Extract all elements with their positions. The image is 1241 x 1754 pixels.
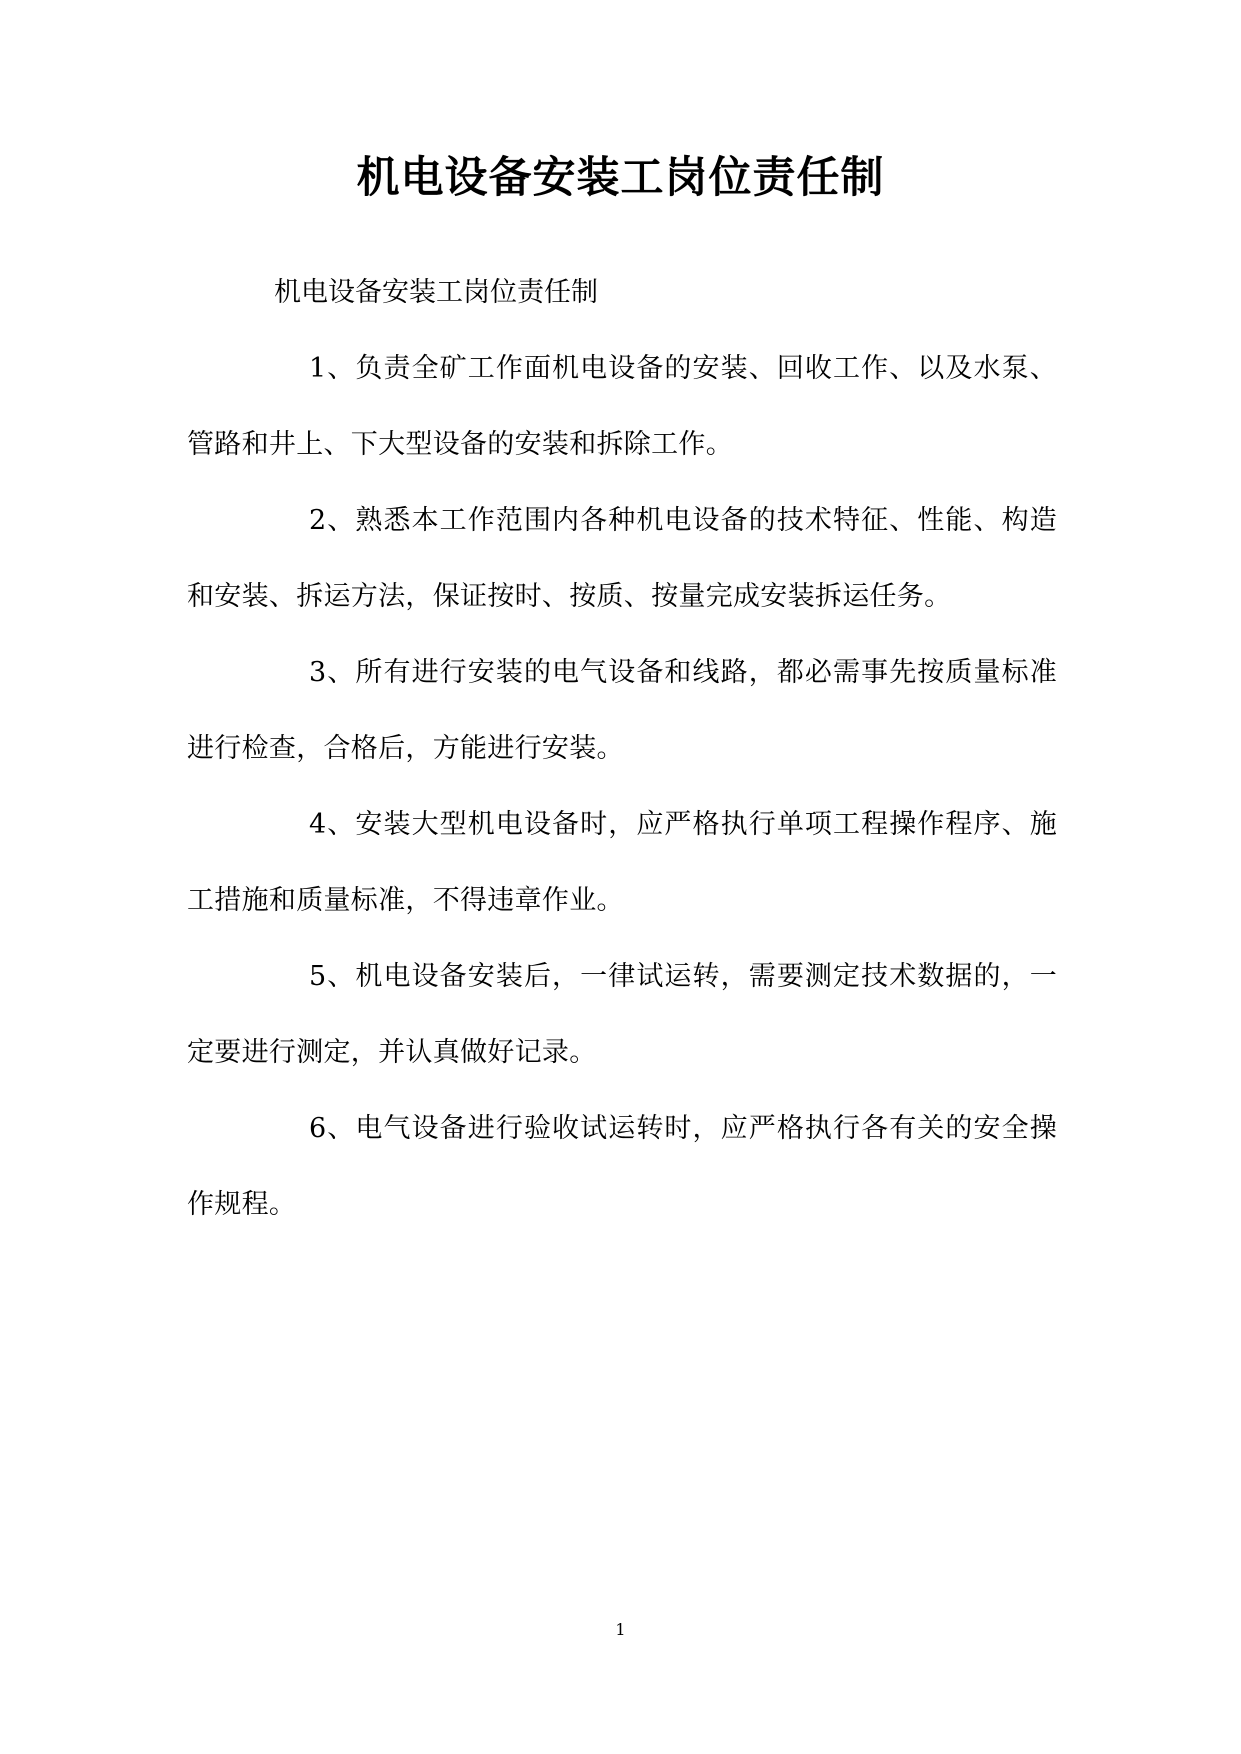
- paragraph-6: 6、电气设备进行验收试运转时，应严格执行各有关的安全操作规程。: [187, 1113, 1057, 1220]
- document-title: 机电设备安装工岗位责任制: [356, 153, 885, 203]
- document-body: [187, 255, 1057, 1243]
- paragraph-1: 1、负责全矿工作面机电设备的安装、回收工作、以及水泵、管路和井上、下大型设备的安装和拆除工作。: [187, 353, 1057, 460]
- page-number: 1: [615, 1620, 626, 1639]
- paragraph-3: 3、所有进行安装的电气设备和线路，都必需事先按质量标准进行检查，合格后，方能进行安装。: [187, 657, 1057, 764]
- paragraph-5: 5、机电设备安装后，一律试运转，需要测定技术数据的，一定要进行测定，并认真做好记录。: [187, 961, 1057, 1068]
- document-subtitle: 机电设备安装工岗位责任制: [274, 277, 598, 308]
- paragraph-2: 2、熟悉本工作范围内各种机电设备的技术特征、性能、构造和安装、拆运方法，保证按时、按质、按量完成安装拆运任务。: [187, 505, 1057, 612]
- paragraph-4: 4、安装大型机电设备时，应严格执行单项工程操作程序、施工措施和质量标准，不得违章作业。: [187, 809, 1057, 916]
